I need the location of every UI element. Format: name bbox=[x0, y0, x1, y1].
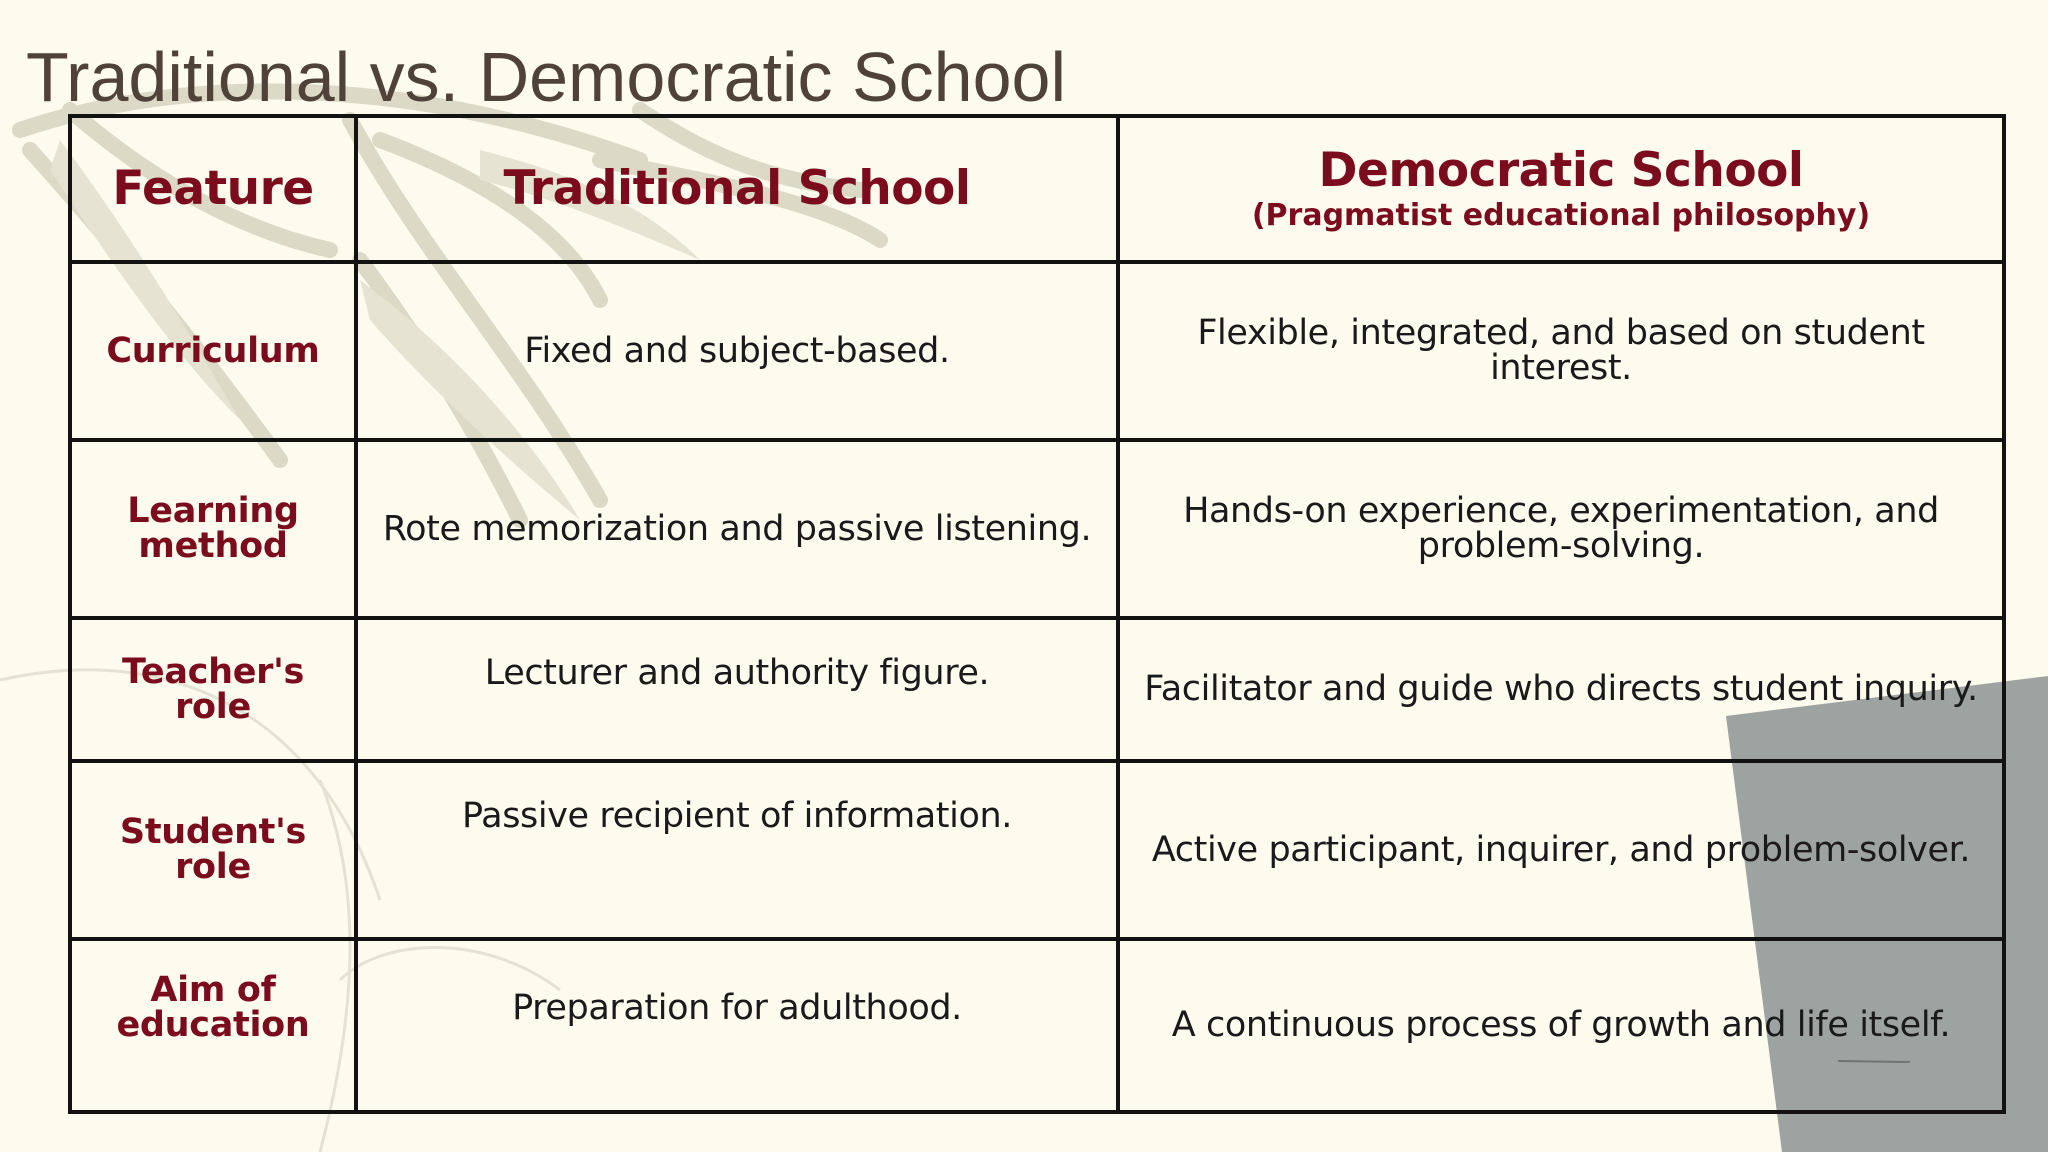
democratic-students-role: Active participant, inquirer, and problem-solver. bbox=[1151, 829, 1971, 870]
feature-students-role: Student's role bbox=[119, 812, 307, 887]
feature-cell bbox=[70, 618, 356, 761]
democratic-cell bbox=[1118, 262, 2004, 440]
table-row bbox=[70, 618, 2004, 761]
slide-title: Traditional vs. Democratic School bbox=[26, 38, 1067, 116]
feature-cell bbox=[70, 262, 356, 440]
feature-cell bbox=[70, 440, 356, 618]
table-header-row bbox=[70, 116, 2004, 262]
comparison-table bbox=[68, 114, 2006, 1114]
header-feature bbox=[70, 116, 356, 262]
traditional-cell bbox=[356, 262, 1118, 440]
header-feature-label: Feature bbox=[112, 161, 314, 217]
header-traditional bbox=[356, 116, 1118, 262]
feature-cell bbox=[70, 939, 356, 1112]
feature-aim-of-education: Aim of education bbox=[116, 969, 310, 1045]
democratic-teachers-role: Facilitator and guide who directs student inquiry. bbox=[1144, 669, 1978, 709]
traditional-students-role: Passive recipient of information. bbox=[462, 795, 1012, 836]
traditional-cell bbox=[356, 618, 1118, 761]
traditional-learning-method: Rote memorization and passive listening. bbox=[382, 508, 1092, 549]
democratic-curriculum: Flexible, integrated, and based on student interest. bbox=[1197, 313, 1925, 388]
table-row bbox=[70, 262, 2004, 440]
traditional-curriculum: Fixed and subject-based. bbox=[524, 330, 950, 371]
democratic-cell bbox=[1118, 618, 2004, 761]
header-democratic bbox=[1118, 116, 2004, 262]
democratic-aim-of-education: A continuous process of growth and life itself. bbox=[1171, 1005, 1951, 1045]
table-row bbox=[70, 761, 2004, 939]
traditional-cell bbox=[356, 440, 1118, 618]
traditional-aim-of-education: Preparation for adulthood. bbox=[512, 988, 962, 1028]
democratic-cell bbox=[1118, 939, 2004, 1112]
header-traditional-label: Traditional School bbox=[503, 161, 971, 217]
table-row bbox=[70, 440, 2004, 618]
democratic-cell bbox=[1118, 761, 2004, 939]
traditional-teachers-role: Lecturer and authority figure. bbox=[484, 653, 990, 693]
traditional-cell bbox=[356, 939, 1118, 1112]
feature-learning-method: Learning method bbox=[127, 491, 299, 566]
feature-teachers-role: Teacher's role bbox=[121, 651, 305, 727]
traditional-cell bbox=[356, 761, 1118, 939]
feature-cell bbox=[70, 761, 356, 939]
header-democratic-subtitle: (Pragmatist educational philosophy) bbox=[1251, 197, 1871, 233]
democratic-cell bbox=[1118, 440, 2004, 618]
democratic-learning-method: Hands-on experience, experimentation, and problem-solving. bbox=[1183, 491, 1939, 566]
feature-curriculum: Curriculum bbox=[106, 330, 320, 371]
header-democratic-label: Democratic School bbox=[1318, 142, 1804, 198]
table-row bbox=[70, 939, 2004, 1112]
